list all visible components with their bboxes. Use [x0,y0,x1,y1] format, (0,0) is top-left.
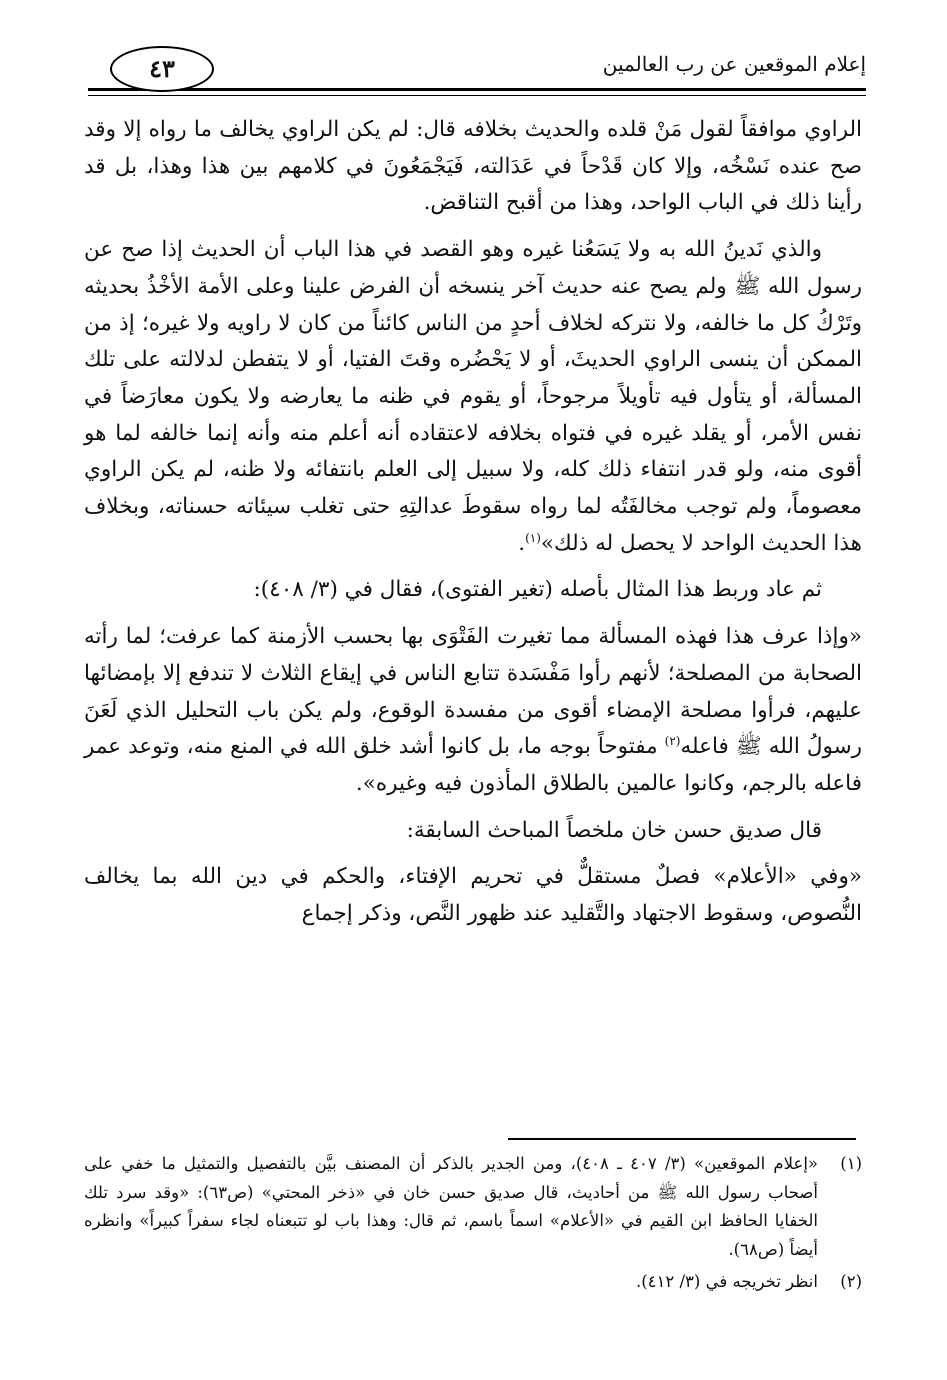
paragraph-end-mark: . [518,530,526,556]
main-text [84,112,862,943]
footnote-2 [84,1268,862,1297]
header-rule-thick [88,88,866,91]
paragraph-text: والذي نَدينُ الله به ولا يَسَعُنا غيره وهو القصد في هذا الباب أن الحديث إذا صح عن رسول الله ﷺ ولم يصح عنه حديث آخر ينسخه أن الفرض علينا وعلى الأمة الأخْذُ بحديثه وتَرْكُ كل ما خالفه، ولا نتركه لخلاف أحدٍ من الناس كائناً من كان لا راويه ولا غيره؛ إذ من الممكن أن ينسى الراوي الحديثَ، أو لا يَحْضُره وقتَ الفتيا، أو لا يتفطن لدلالته على تلك المسألة، أو يتأول فيه تأويلاً مرجوحاً، أو يقوم في ظنه ما يعارضه ولا يكون معارَضاً في نفس الأمر، أو يقلد غيره في فتواه بخلافه لاعتقاده أنه أعلم منه وأنه إنما خالفه لما هو أقوى منه، ولو قدر انتفاء ذلك كله، ولا سبيل إلى العلم بانتفائه ولا ظنه، لم يكن الراوي معصوماً، ولم توجب مخالفَتُه لما رواه سقوطَ عدالتِهِ حتى تغلب سيئاته حسناته، وبخلاف هذا الحديث الواحد لا يحصل له ذلك» [84,237,862,556]
quote-text-part1: «وإذا عرف هذا فهذه المسألة مما تغيرت الفَتْوَى بها بحسب الأزمنة كما عرفت؛ لما رأته الصحابة من المصلحة؛ لأنهم رأوا مَفْسَدة تتابع الناس في إيقاع الثلاث لا تندفع إلا بإمضائها عليهم، فرأوا مصلحة الإمضاء أقوى من مفسدة الوقوع، ولم يكن باب التحليل الذي لَعَنَ رسولُ الله ﷺ فاعله [84,624,862,760]
footnote-number: (١) [840,1154,862,1173]
paragraph-continuation: الراوي موافقاً لقول مَنْ قلده والحديث بخلافه قال: لم يكن الراوي يخالف ما رواه إلا وقد صح عنده نَسْخُه، وإلا كان قَدْحاً في عَدَالته، فَيَجْمَعُونَ في كلامهم بين هذا وهذا، بل قد رأينا ذلك في الباب الواحد، وهذا من أقبح التناقض. [84,117,862,216]
footnote-ref-1[interactable]: (١) [525,530,541,545]
footnote-text: «إعلام الموقعين» (٣/ ٤٠٧ ـ ٤٠٨)، ومن الجدير بالذكر أن المصنف بيَّن بالتفصيل والتمثيل ما خفي على أصحاب رسول الله ﷺ من أحاديث، قال صديق حسن خان في «ذخر المحتي» (ص٦٣): «وقد سرد تلك الخفايا الحافظ ابن القيم في «الأعلام» اسماً باسم، ثم قال: وهذا باب لو تتبعناه لجاء سفراً كبيراً» وانظره أيضاً (ص٦٨). [84,1154,819,1259]
footnote-text: انظر تخريجه في (٣/ ٤١٢). [635,1272,818,1291]
paragraph-quote [84,619,862,803]
footnote-ref-2[interactable]: (٢) [664,734,681,749]
paragraph-transition: ثم عاد وربط هذا المثال بأصله (تغير الفتوى)، فقال في (٣/ ٤٠٨): [253,577,822,603]
footnote-number: (٢) [840,1272,862,1291]
quote-text-part2: مفتوحاً بوجه ما، بل كانوا أشد خلق الله في المنع منه، وتوعد عمر فاعله بالرجم، وكانوا عالمين بالطلاق المأذون فيه وغيره». [84,734,862,796]
running-title: إعلام الموقعين عن رب العالمين [602,52,866,76]
page-number: ٤٣ [110,46,214,92]
paragraph-final-quote: «وفي «الأعلام» فصلٌ مستقلٌّ في تحريم الإفتاء، والحكم في دين الله بما يخالف النُّصوص، وسقوط الاجتهاد والتَّقليد عند ظهور النَّص، وذكر إجماع [84,864,862,927]
footnotes [84,1150,862,1301]
footnote-separator [508,1138,856,1140]
paragraph-attribution: قال صديق حسن خان ملخصاً المباحث السابقة: [406,817,822,843]
footnote-1 [84,1150,862,1264]
header-rule-thin [88,95,866,96]
paragraph-principle [84,232,862,562]
page-header [88,40,866,110]
